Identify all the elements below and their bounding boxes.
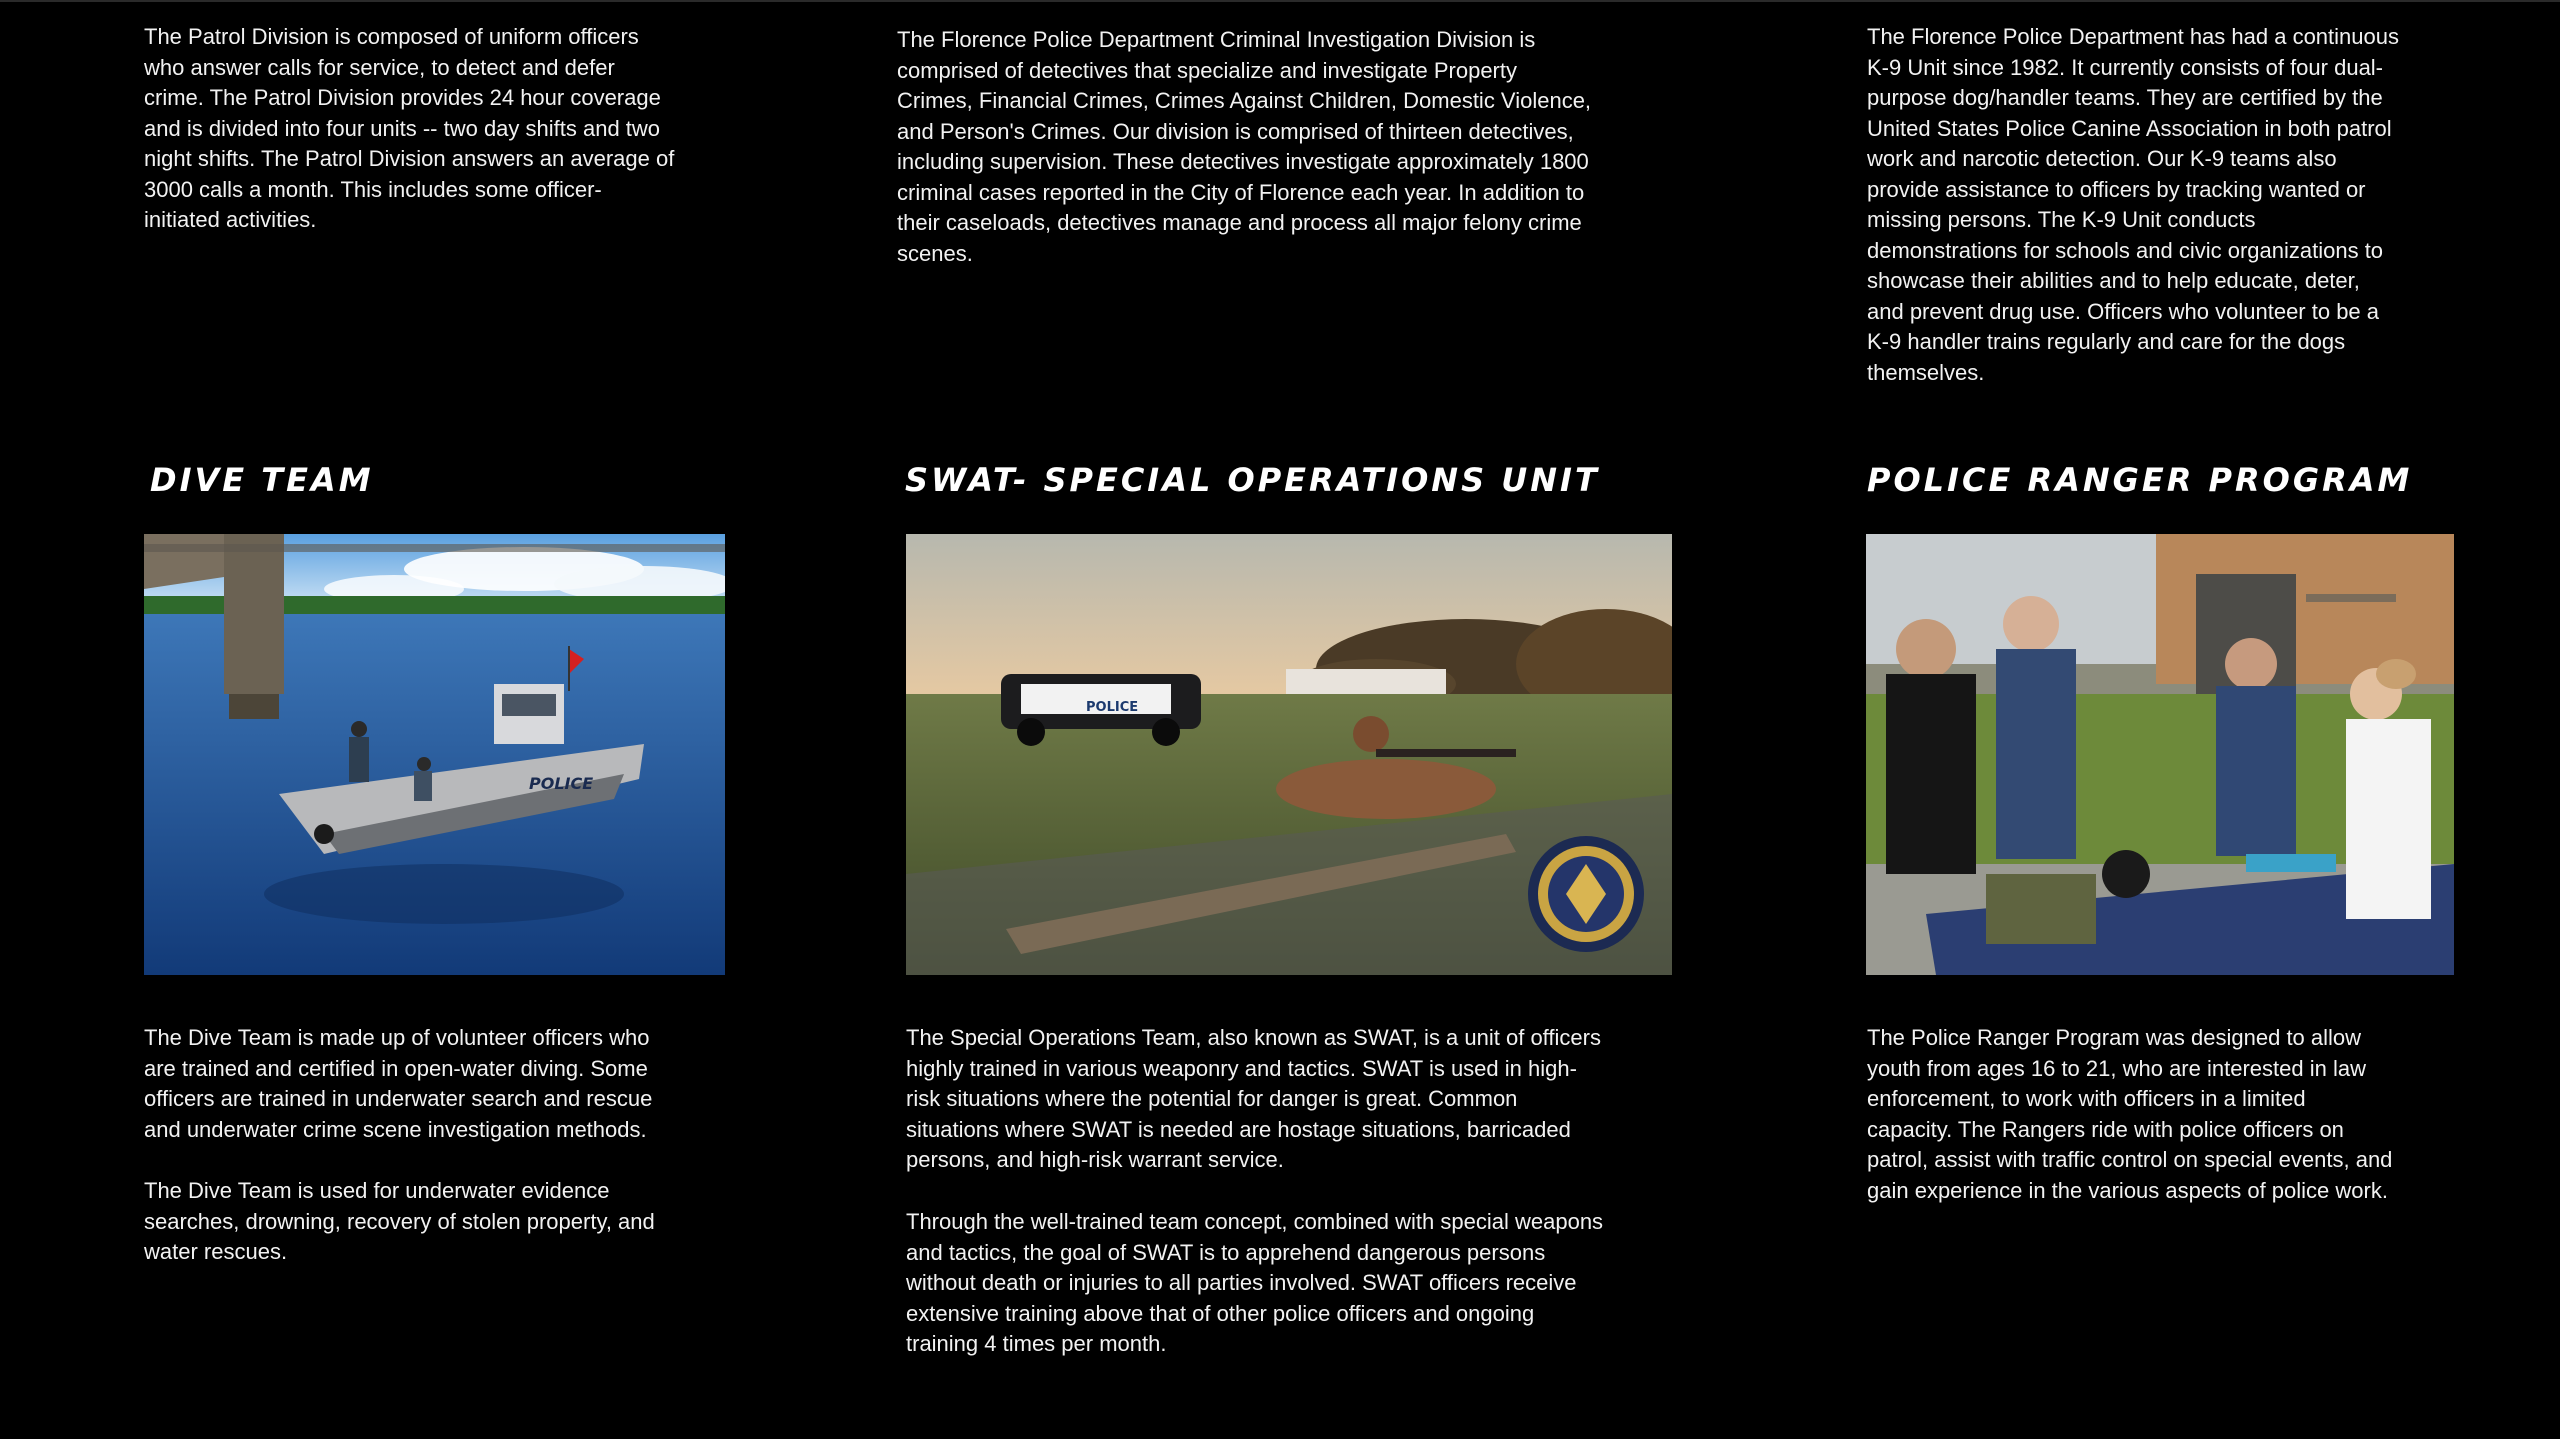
swat-description-2: Through the well-trained team concept, combined with special weapons and tactics, the goal of SWAT is to apprehend dangerous persons without death or injuries to all parties involved. SWAT officers receive extensive training above that of other police officers and ongoing training 4 times per month. bbox=[906, 1209, 1604, 1356]
swat-heading: SWAT- SPECIAL OPERATIONS UNIT bbox=[905, 461, 1600, 499]
top-divider bbox=[0, 0, 2560, 2]
ranger-heading: POLICE RANGER PROGRAM bbox=[1867, 461, 2413, 499]
ranger-photo bbox=[1866, 534, 2454, 975]
dive-team-photo bbox=[144, 534, 725, 975]
car-police-label: POLICE bbox=[1086, 700, 1139, 715]
swat-photo bbox=[906, 534, 1672, 975]
dive-description-1: The Dive Team is made up of volunteer officers who are trained and certified in open-water diving. Some officers are trained in underwater search and rescue and underwater crime scene investigation methods. bbox=[144, 1025, 653, 1142]
dive-description-2: The Dive Team is used for underwater evidence searches, drowning, recovery of stolen property, and water rescues. bbox=[144, 1178, 655, 1264]
swat-description-1: The Special Operations Team, also known as SWAT, is a unit of officers highly trained in various weaponry and tactics. SWAT is used in high- risk situations where the potential for danger is great. Common situations where SWAT is needed are hostage situations, barricaded persons, and high-risk warrant service. bbox=[906, 1025, 1601, 1172]
ranger-description: The Police Ranger Program was designed to allow youth from ages 16 to 21, who are interested in law enforcement, to work with officers in a limited capacity. The Rangers ride with police officers on patrol, assist with traffic control on special events, and gain experience in the various aspects of police work. bbox=[1867, 1025, 2393, 1203]
dive-team-heading: DIVE TEAM bbox=[150, 461, 374, 499]
k9-description: The Florence Police Department has had a continuous K-9 Unit since 1982. It currently consists of four dual- purpose dog/handler teams. They are certified by the United States Police Canine Association in both patrol work and narcotic detection. Our K-9 teams also provide assistance to officers by tracking wanted or missing persons. The K-9 Unit conducts demonstrations for schools and civic organizations to showcase their abilities and to help educate, deter, and prevent drug use. Officers who volunteer to be a K-9 handler trains regularly and care for the dogs themselves. bbox=[1867, 24, 2399, 385]
patrol-description: The Patrol Division is composed of uniform officers who answer calls for service, to detect and defer crime. The Patrol Division provides 24 hour coverage and is divided into four units -- two day shifts and two night shifts. The Patrol Division answers an average of 3000 calls a month. This includes some officer- initiated activities. bbox=[144, 24, 675, 232]
boat-police-label: POLICE bbox=[529, 774, 594, 793]
cid-description: The Florence Police Department Criminal Investigation Division is comprised of detectives that specialize and investigate Property Crimes, Financial Crimes, Crimes Against Children, Domestic Violence, and Person's Crimes. Our division is comprised of thirteen detectives, including supervision. These detectives investigate approximately 1800 criminal cases reported in the City of Florence each year. In addition to their caseloads, detectives manage and process all major felony crime scenes. bbox=[897, 27, 1592, 266]
